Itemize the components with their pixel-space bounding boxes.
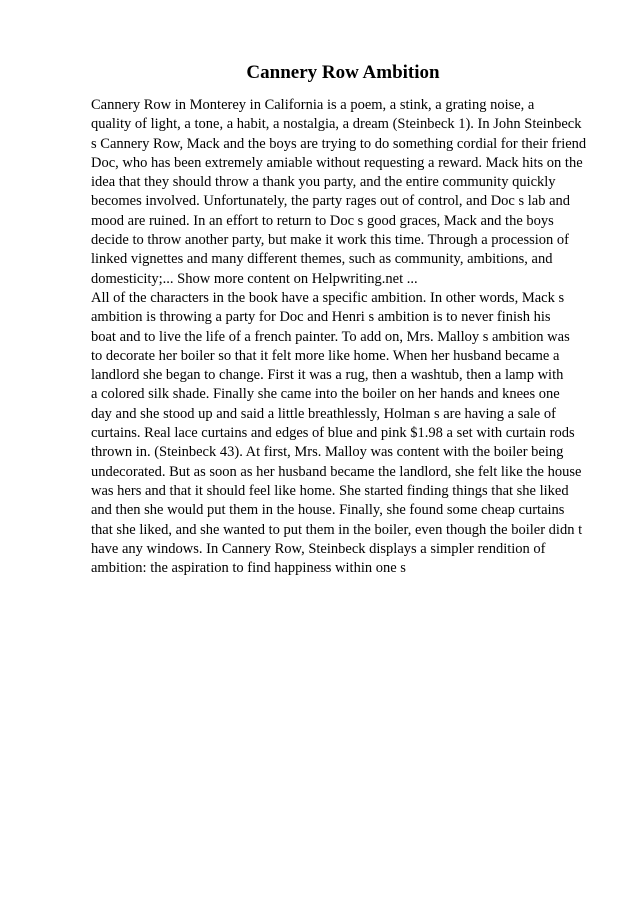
text-line: idea that they should throw a thank you party, and the entire community quickly — [91, 174, 556, 191]
text-line: day and she stood up and said a little breathlessly, Holman s are having a sale of — [91, 405, 556, 422]
text-line: s Cannery Row, Mack and the boys are trying to do something cordial for their friend — [91, 135, 587, 152]
text-line: linked vignettes and many different themes, such as community, ambitions, and — [91, 251, 553, 268]
text-line: ambition: the aspiration to find happiness within one s — [91, 560, 406, 577]
text-line: boat and to live the life of a french painter. To add on, Mrs. Malloy s ambition was — [91, 328, 570, 345]
text-line: to decorate her boiler so that it felt more like home. When her husband became a — [91, 347, 560, 364]
text-line: ambition is throwing a party for Doc and Henri s ambition is to never finish his — [91, 309, 551, 326]
document-title: Cannery Row Ambition — [246, 62, 440, 83]
text-line: Cannery Row in Monterey in California is a poem, a stink, a grating noise, a — [91, 97, 535, 113]
text-line: have any windows. In Cannery Row, Steinbeck displays a simpler rendition of — [91, 540, 546, 557]
text-line: undecorated. But as soon as her husband became the landlord, she felt like the house — [91, 463, 582, 480]
text-line: becomes involved. Unfortunately, the party rages out of control, and Doc s lab and — [91, 193, 571, 210]
text-line: mood are ruined. In an effort to return to Doc s good graces, Mack and the boys — [91, 212, 554, 229]
text-line: a colored silk shade. Finally she came into the boiler on her hands and knees one — [91, 386, 560, 403]
document-body — [91, 96, 591, 578]
text-line: was hers and that it should feel like home. She started finding things that she liked — [91, 482, 569, 499]
text-line: Doc, who has been extremely amiable without requesting a reward. Mack hits on the — [91, 154, 583, 171]
text-line: quality of light, a tone, a habit, a nostalgia, a dream (Steinbeck 1). In John Steinbeck — [91, 116, 582, 133]
text-line: thrown in. (Steinbeck 43). At first, Mrs. Malloy was content with the boiler being — [91, 444, 564, 461]
text-line: and then she would put them in the house. Finally, she found some cheap curtains — [91, 502, 565, 519]
text-line: landlord she began to change. First it was a rug, then a washtub, then a lamp with — [91, 367, 564, 384]
text-line: domesticity;... Show more content on Helpwriting.net ... — [91, 270, 418, 287]
text-line: that she liked, and she wanted to put them in the boiler, even though the boiler didn t — [91, 521, 583, 538]
text-line: decide to throw another party, but make it work this time. Through a procession of — [91, 232, 569, 249]
text-line: curtains. Real lace curtains and edges of blue and pink $1.98 a set with curtain rods — [91, 425, 575, 442]
text-line: All of the characters in the book have a specific ambition. In other words, Mack s — [91, 289, 565, 306]
